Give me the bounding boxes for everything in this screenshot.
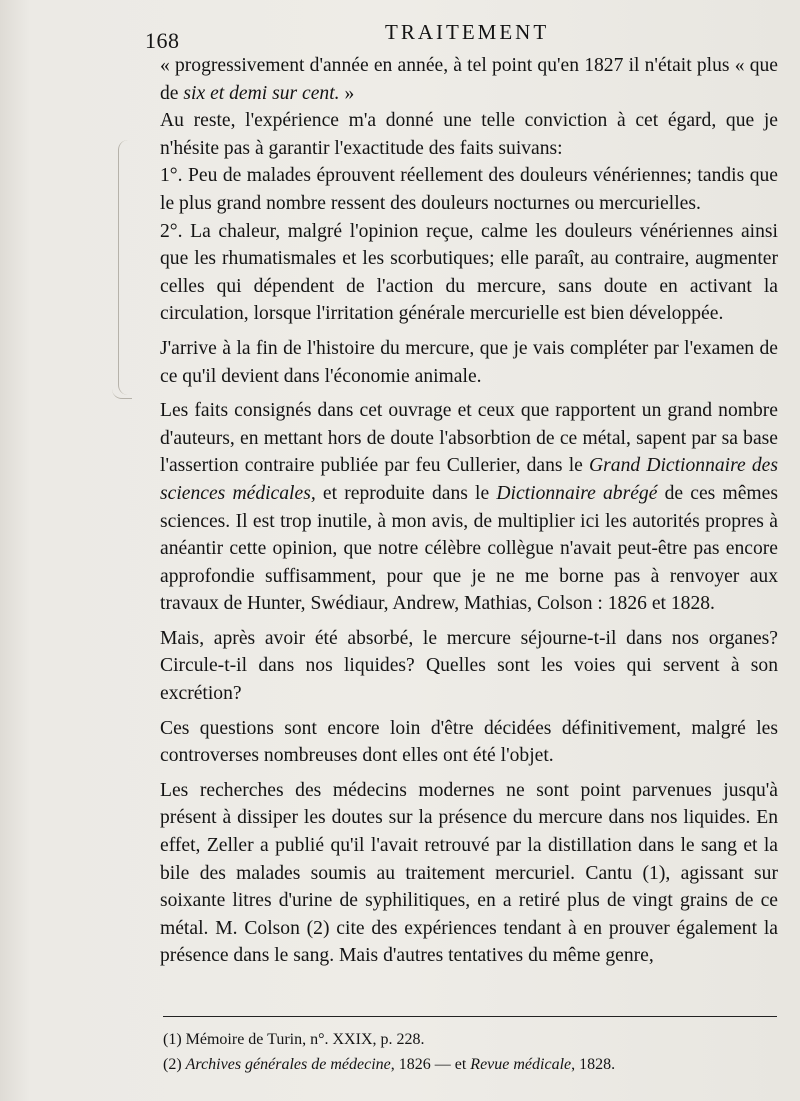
running-title: TRAITEMENT (385, 20, 550, 44)
text-run: 1°. Peu de malades éprouvent réellement des douleurs vénériennes; tandis que le plus grand nombre ressent des douleurs nocturnes ou mercurielles. (160, 165, 778, 214)
paragraph (160, 715, 778, 770)
text-run: (2) (163, 1056, 186, 1073)
page-header (0, 20, 800, 53)
italic-text: Archives générales de médecine (185, 1056, 391, 1073)
italic-text: six et demi sur cent. (183, 82, 340, 104)
paragraph (160, 162, 778, 217)
text-run: , 1828. (571, 1056, 616, 1073)
margin-pencil-bracket-tail (112, 388, 132, 399)
text-run: Mais, après avoir été absorbé, le mercure séjourne-t-il dans nos organes? Circule-t-il dans nos liquides? Quelles sont les voies qui servent à son excrétion? (160, 627, 778, 705)
footnote (163, 1027, 777, 1052)
text-run: et reproduite dans le (315, 482, 497, 504)
text-run: 2°. La chaleur, malgré l'opinion reçue, calme les douleurs vénériennes ainsi que les rhumatismales et les scorbutiques; elle paraît, au contraire, augmenter celles qui dépendent de l'action du mercure, sans doute en activant la circulation, lorsque l'irritation générale mercurielle est bien développée. (160, 220, 778, 325)
text-run: « progressivement d'année en année, à tel point qu'en 1827 il n'était plus « que de (160, 55, 778, 104)
text-run: Les recherches des médecins modernes ne sont point parvenues jusqu'à présent à dissiper les doutes sur la présence du mercure dans nos liquides. En effet, Zeller a publié qu'il l'avait retrouvé par la distillation dans le sang et la bile des malades soumis au traitement mercuriel. Cantu (1), agissant sur soixante litres d'urine de syphilitiques, en a retiré plus de vingt grains de ce métal. M. Colson (2) cite des expériences tendant à en prouver également la présence dans le sang. Mais d'autres tentatives du même genre, (160, 779, 778, 967)
text-run: Ces questions sont encore loin d'être décidées définitivement, malgré les controverses nombreuses dont elles ont été l'objet. (160, 717, 778, 767)
italic-text: Revue médicale (470, 1056, 572, 1073)
text-run: (1) Mémoire de Turin, n°. XXIX, p. 228. (163, 1031, 425, 1048)
paragraph (160, 218, 778, 328)
page-number: 168 (145, 28, 180, 53)
body-text (160, 52, 778, 970)
margin-pencil-bracket (118, 140, 133, 395)
footnote-rule (163, 1016, 777, 1017)
paragraph (160, 107, 778, 162)
text-run: J'arrive à la fin de l'histoire du mercure, que je vais compléter par l'examen de ce qu'il devient dans l'économie animale. (160, 337, 778, 387)
text-run: » (339, 82, 355, 104)
paragraph (160, 625, 778, 708)
footnote (163, 1052, 777, 1077)
italic-text: Grand Dictionnaire des sciences médicales, (160, 455, 778, 504)
text-run: , 1826 — et (390, 1056, 471, 1073)
paragraph (160, 52, 778, 107)
text-run: Les faits consignés dans cet ouvrage et ceux que rapportent un grand nombre d'auteurs, en mettant hors de doute l'absorbtion de ce métal, sapent par sa base l'assertion contraire publiée par feu Cullerier, dans le (160, 400, 778, 477)
text-run: de ces mêmes sciences. Il est trop inutile, à mon avis, de multiplier ici les autorités propres à anéantir cette opinion, que notre célèbre collègue n'avait peut-être pas encore approfondie suffisamment, pour que je ne me borne pas à renvoyer aux travaux de Hunter, Swédiaur, Andrew, Mathias, Colson : 1826 et 1828. (160, 482, 778, 615)
italic-text: Dictionnaire abrégé (496, 482, 658, 504)
paragraph (160, 777, 778, 970)
paragraph (160, 397, 778, 618)
footnotes (163, 1027, 777, 1077)
paragraph (160, 335, 778, 390)
text-run: Au reste, l'expérience m'a donné une telle conviction à cet égard, que je n'hésite pas à garantir l'exactitude des faits suivans: (160, 110, 778, 159)
